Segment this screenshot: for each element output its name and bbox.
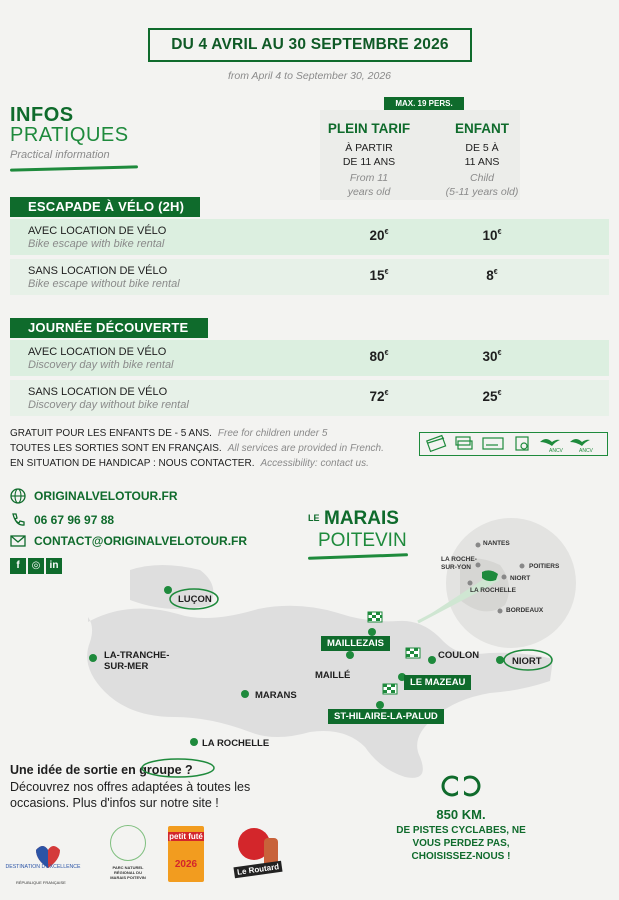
card-icon: [427, 436, 446, 452]
map-title-le: LE: [308, 513, 320, 523]
facebook-icon[interactable]: f: [10, 558, 26, 574]
km-value: 850 KM.: [436, 807, 486, 822]
currency-sign: €: [384, 390, 389, 397]
website-text[interactable]: ORIGINALVELOTOUR.FR: [34, 489, 178, 503]
groups-title-1: Une idée de sortie en: [10, 763, 136, 777]
child-price: [462, 389, 522, 404]
infos-title-1: INFOS: [10, 104, 74, 126]
full-price-line1: À PARTIR: [345, 142, 393, 154]
child-price-title: ENFANT: [455, 121, 509, 136]
currency-sign: €: [384, 229, 389, 236]
cheque-icon: [483, 438, 503, 449]
currency-sign: €: [497, 390, 502, 397]
lucon-dot: [164, 586, 172, 594]
row-label-en: Discovery day with bike rental: [28, 359, 174, 371]
republique-text: RÉPUBLIQUE FRANÇAISE: [16, 880, 66, 885]
map-label-marans: MARANS: [255, 690, 297, 701]
price-row: [10, 219, 609, 255]
row-label: SANS LOCATION DE VÉLO: [28, 265, 168, 277]
row-label: AVEC LOCATION DE VÉLO: [28, 225, 167, 237]
linkedin-icon[interactable]: in: [46, 558, 62, 574]
parc-naturel-logo: [108, 825, 148, 881]
full-price-en2: years old: [347, 186, 391, 198]
bike-wheels-icon: [441, 770, 481, 802]
groups-title-2: groupe ?: [139, 763, 193, 777]
destination-text: DESTINATION D'EXCELLENCE: [5, 864, 81, 870]
inset-label-poitiers: POITIERS: [529, 563, 560, 570]
full-price: [349, 389, 409, 404]
max-persons-badge: MAX. 19 PERS.: [384, 97, 464, 110]
note-fr: GRATUIT POUR LES ENFANTS DE - 5 ANS.: [10, 428, 212, 439]
child-price-header: [422, 119, 542, 199]
currency-sign: €: [384, 350, 389, 357]
row-label-en: Bike escape with bike rental: [28, 238, 165, 250]
groups-highlight-loop: [138, 756, 218, 780]
child-price-line2: 11 ANS: [464, 156, 500, 168]
destination-excellence-logo: [5, 822, 81, 888]
child-price-value: 8: [486, 268, 494, 283]
child-price: [462, 268, 522, 283]
ancv-icon: [540, 439, 560, 446]
infos-subtitle: Practical information: [10, 149, 110, 161]
map-label-tranche: LA-TRANCHE- SUR-MER: [104, 650, 170, 672]
petit-fute-year: 2026: [174, 859, 198, 870]
currency-sign: €: [497, 229, 502, 236]
map-tag-st-hilaire: ST-HILAIRE-LA-PALUD: [328, 709, 444, 724]
full-price: [349, 268, 409, 283]
price-row: [10, 340, 609, 376]
note-en: All services are provided in French.: [227, 443, 384, 454]
child-price-value: 30: [482, 349, 498, 364]
ancv-label: ANCV: [579, 448, 593, 454]
row-label: AVEC LOCATION DE VÉLO: [28, 346, 167, 358]
ancv-icon: [570, 439, 590, 446]
row-label-en: Discovery day without bike rental: [28, 399, 189, 411]
map-label-niort: NIORT: [512, 656, 542, 667]
full-price-value: 80: [369, 349, 385, 364]
voucher-icon: [516, 437, 528, 450]
note-line: [10, 458, 369, 469]
full-price-value: 20: [369, 228, 385, 243]
coulon-dot: [428, 656, 436, 664]
infos-title-2: PRATIQUES: [10, 124, 129, 146]
full-price-value: 72: [369, 389, 385, 404]
payment-methods: [419, 432, 608, 456]
map-label-lucon: LUÇON: [178, 594, 212, 605]
currency-sign: €: [493, 269, 498, 276]
row-label-en: Bike escape without bike rental: [28, 278, 180, 290]
full-price: [349, 349, 409, 364]
tranche-dot: [89, 654, 97, 662]
routard-logo: [234, 826, 294, 886]
instagram-icon[interactable]: ◎: [28, 558, 44, 574]
inset-label-nantes: NANTES: [483, 540, 510, 547]
petit-fute-logo: [168, 826, 204, 882]
price-row: [10, 259, 609, 295]
map-title-marais: MARAIS: [324, 508, 399, 529]
full-price-title: PLEIN TARIF: [327, 121, 411, 136]
note-en: Accessibility: contact us.: [260, 458, 369, 469]
inset-label-roche-yon: LA ROCHE- SUR-YON: [441, 556, 477, 571]
row-label: SANS LOCATION DE VÉLO: [28, 386, 168, 398]
niort-dot: [496, 656, 504, 664]
section-title-journee: JOURNÉE DÉCOUVERTE: [10, 318, 208, 338]
note-en: Free for children under 5: [217, 428, 328, 439]
marans-dot: [241, 690, 249, 698]
routard-text: Le Routard: [233, 861, 282, 879]
petit-fute-text: petit futé: [169, 832, 203, 841]
parc-text: PARC NATUREL RÉGIONAL DU MARAIS POITEVIN: [110, 865, 146, 880]
child-price-line1: DE 5 À: [465, 142, 499, 154]
full-price: [349, 228, 409, 243]
st-hilaire-dot: [376, 701, 384, 709]
map-label-rochelle: LA ROCHELLE: [202, 738, 270, 749]
map-tag-mazeau: LE MAZEAU: [404, 675, 471, 690]
section-title-escapade: ESCAPADE À VÉLO (2H): [10, 197, 200, 217]
currency-sign: €: [384, 269, 389, 276]
map-title-poitevin: POITEVIN: [318, 530, 407, 551]
currency-sign: €: [497, 350, 502, 357]
date-range-en: from April 4 to September 30, 2026: [227, 70, 392, 82]
inset-label-bordeaux: BORDEAUX: [506, 607, 544, 614]
km-body: DE PISTES CYCLABES, NE VOUS PERDEZ PAS, CHOISISSEZ-NOUS !: [396, 825, 526, 862]
child-price-value: 25: [482, 389, 498, 404]
ancv-label: ANCV: [549, 448, 563, 454]
child-price-en2: (5-11 years old): [445, 186, 519, 198]
full-price-en1: From 11: [349, 172, 389, 184]
note-fr: EN SITUATION DE HANDICAP : NOUS CONTACTER.: [10, 458, 255, 469]
child-price: [462, 228, 522, 243]
inset-label-niort: NIORT: [510, 575, 531, 582]
child-price-value: 10: [482, 228, 498, 243]
map-label-coulon: COULON: [438, 650, 480, 661]
phone-text[interactable]: 06 67 96 97 88: [34, 513, 115, 527]
note-line: [10, 443, 384, 454]
child-price: [462, 349, 522, 364]
rochelle-dot: [190, 738, 198, 746]
map-label-maille: MAILLÉ: [315, 670, 351, 681]
full-price-value: 15: [369, 268, 385, 283]
full-price-header: [309, 119, 429, 199]
note-line: [10, 428, 327, 439]
maille-dot: [346, 651, 354, 659]
full-price-line2: DE 11 ANS: [342, 156, 396, 168]
inset-label-rochelle: LA ROCHELLE: [470, 587, 516, 594]
maillezais-dot: [368, 628, 376, 636]
price-row: [10, 380, 609, 416]
note-fr: TOUTES LES SORTIES SONT EN FRANÇAIS.: [10, 443, 222, 454]
child-price-en1: Child: [470, 172, 494, 184]
date-range-box: DU 4 AVRIL AU 30 SEPTEMBRE 2026: [148, 28, 472, 62]
title-underline: [10, 165, 138, 171]
marais-map: [0, 500, 619, 770]
cash-icon: [456, 437, 472, 449]
map-tag-maillezais: MAILLEZAIS: [321, 636, 390, 651]
email-text[interactable]: CONTACT@ORIGINALVELOTOUR.FR: [34, 534, 248, 548]
groups-body: Découvrez nos offres adaptées à toutes les occasions. Plus d'infos sur notre site !: [10, 780, 251, 810]
